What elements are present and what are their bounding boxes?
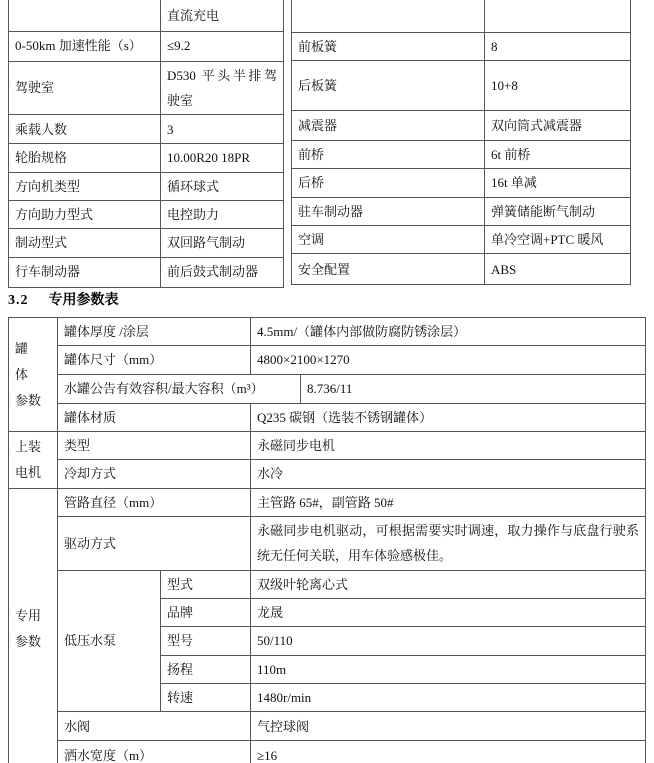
param-value-cell: 10+8: [485, 60, 631, 110]
param-label-cell: 0-50km 加速性能（s）: [9, 31, 161, 61]
group-label-line: 罐 体: [15, 340, 42, 382]
param-label-cell: 洒水宽度（m）: [58, 741, 251, 763]
param-value-cell: 水冷: [251, 460, 646, 488]
param-label-cell: 行车制动器: [9, 257, 161, 287]
group-label-line: 上装: [15, 438, 42, 454]
param-label-cell: 驱动方式: [58, 517, 251, 571]
table-row: [292, 140, 631, 168]
param-value-cell: 4800×2100×1270: [251, 346, 646, 374]
table-row: [292, 0, 631, 32]
table-row: [9, 318, 646, 346]
param-label-cell: 后桥: [292, 169, 485, 197]
param-label-cell: 类型: [58, 432, 251, 460]
param-label-cell: 空调: [292, 225, 485, 253]
group-label-line: 专用: [15, 608, 42, 624]
param-value-cell: 双级叶轮离心式: [251, 570, 646, 598]
param-label-cell: 管路直径（mm）: [58, 488, 251, 516]
param-value-cell: 10.00R20 18PR: [161, 144, 284, 172]
table-row: [9, 374, 646, 403]
param-label-cell: 轮胎规格: [9, 144, 161, 172]
param-value-cell: 6t 前桥: [485, 140, 631, 168]
param-label-cell: [9, 0, 161, 31]
table-row: [292, 225, 631, 253]
param-label-cell: 制动型式: [9, 229, 161, 257]
param-value-cell: 3: [161, 115, 284, 144]
group-label-line: 参数: [15, 392, 42, 408]
param-value-cell: 前后鼓式制动器: [161, 257, 284, 287]
param-label-cell: 型式: [161, 570, 251, 598]
param-label-cell: 罐体厚度 /涂层: [58, 318, 251, 346]
param-value-cell: 龙晟: [251, 599, 646, 627]
param-label-cell: 前板簧: [292, 32, 485, 60]
table-row: [292, 60, 631, 110]
param-value-cell: 电控助力: [161, 200, 284, 228]
table-row: [9, 460, 646, 488]
param-label-cell: 减震器: [292, 110, 485, 140]
param-value-cell: 1480r/min: [251, 684, 646, 712]
special-params-table: [8, 317, 646, 763]
param-label-cell: 前桥: [292, 140, 485, 168]
chassis-table-right: [291, 0, 631, 285]
group-label-line: 参数: [15, 634, 42, 650]
table-row: [9, 0, 284, 31]
param-label-cell: 扬程: [161, 655, 251, 683]
table-row: [9, 712, 646, 741]
param-label-cell: 安全配置: [292, 254, 485, 285]
param-label-cell: 型号: [161, 627, 251, 655]
table-row: [9, 144, 284, 172]
table-row: [9, 403, 646, 431]
param-label-cell: 乘载人数: [9, 115, 161, 144]
param-value-cell: D530 平头半排驾驶室: [161, 61, 284, 115]
table-row: [9, 229, 284, 257]
param-label-cell: 水罐公告有效容积/最大容积（m³）: [58, 374, 301, 403]
table-row: [9, 432, 646, 460]
param-label-cell: 方向助力型式: [9, 200, 161, 228]
param-value-cell: 永磁同步电机: [251, 432, 646, 460]
table-row: [9, 115, 284, 144]
param-value-cell: ≥16: [251, 741, 646, 763]
param-value-cell: 8.736/11: [301, 374, 646, 403]
group-cell-special: [9, 488, 58, 763]
param-value-cell: [485, 0, 631, 32]
pump-group-cell: 低压水泵: [58, 570, 161, 712]
param-label-cell: [292, 0, 485, 32]
param-value-cell: 双回路气制动: [161, 229, 284, 257]
param-label-cell: 水阀: [58, 712, 251, 741]
table-row: [9, 31, 284, 61]
table-row: [9, 346, 646, 374]
param-value-cell: 单冷空调+PTC 暖风: [485, 225, 631, 253]
group-label-line: 电机: [15, 464, 42, 480]
param-label-cell: 罐体尺寸（mm）: [58, 346, 251, 374]
table-row: [292, 32, 631, 60]
param-value-cell: 直流充电: [161, 0, 284, 31]
param-value-cell: 110m: [251, 655, 646, 683]
param-value-cell: Q235 碳钢（选装不锈钢罐体）: [251, 403, 646, 431]
table-row: [292, 197, 631, 225]
param-value-cell: 4.5mm/（罐体内部做防腐防锈涂层）: [251, 318, 646, 346]
param-value-cell: 8: [485, 32, 631, 60]
table-row: [292, 169, 631, 197]
table-row: [9, 200, 284, 228]
table-row: [292, 110, 631, 140]
group-cell-motor: [9, 432, 58, 489]
param-value-cell: 16t 单减: [485, 169, 631, 197]
param-label-cell: 罐体材质: [58, 403, 251, 431]
chassis-table-left: [8, 0, 284, 288]
param-label-cell: 后板簧: [292, 60, 485, 110]
param-value-cell: 永磁同步电机驱动，可根据需要实时调速，取力操作与底盘行驶系统无任何关联，用车体验感极佳。: [251, 517, 646, 571]
param-value-cell: 弹簧储能断气制动: [485, 197, 631, 225]
section-title: 专用参数表: [48, 293, 119, 308]
param-label-cell: 转速: [161, 684, 251, 712]
table-row: [9, 570, 646, 598]
param-label-cell: 品牌: [161, 599, 251, 627]
section-number: 3.2: [8, 293, 29, 308]
param-label-cell: 冷却方式: [58, 460, 251, 488]
section-heading: [8, 289, 119, 309]
group-cell-tank: [9, 318, 58, 432]
param-value-cell: 双向筒式减震器: [485, 110, 631, 140]
param-label-cell: 方向机类型: [9, 172, 161, 200]
table-row: [9, 488, 646, 516]
param-value-cell: 主管路 65#，副管路 50#: [251, 488, 646, 516]
param-value-cell: ABS: [485, 254, 631, 285]
param-value-cell: 气控球阀: [251, 712, 646, 741]
table-row: [9, 517, 646, 571]
param-label-cell: 驾驶室: [9, 61, 161, 115]
table-row: [9, 257, 284, 287]
param-value-cell: 循环球式: [161, 172, 284, 200]
param-value-cell: ≤9.2: [161, 31, 284, 61]
table-row: [292, 254, 631, 285]
param-value-cell: 50/110: [251, 627, 646, 655]
table-row: [9, 172, 284, 200]
table-row: [9, 741, 646, 763]
param-label-cell: 驻车制动器: [292, 197, 485, 225]
table-row: [9, 61, 284, 115]
